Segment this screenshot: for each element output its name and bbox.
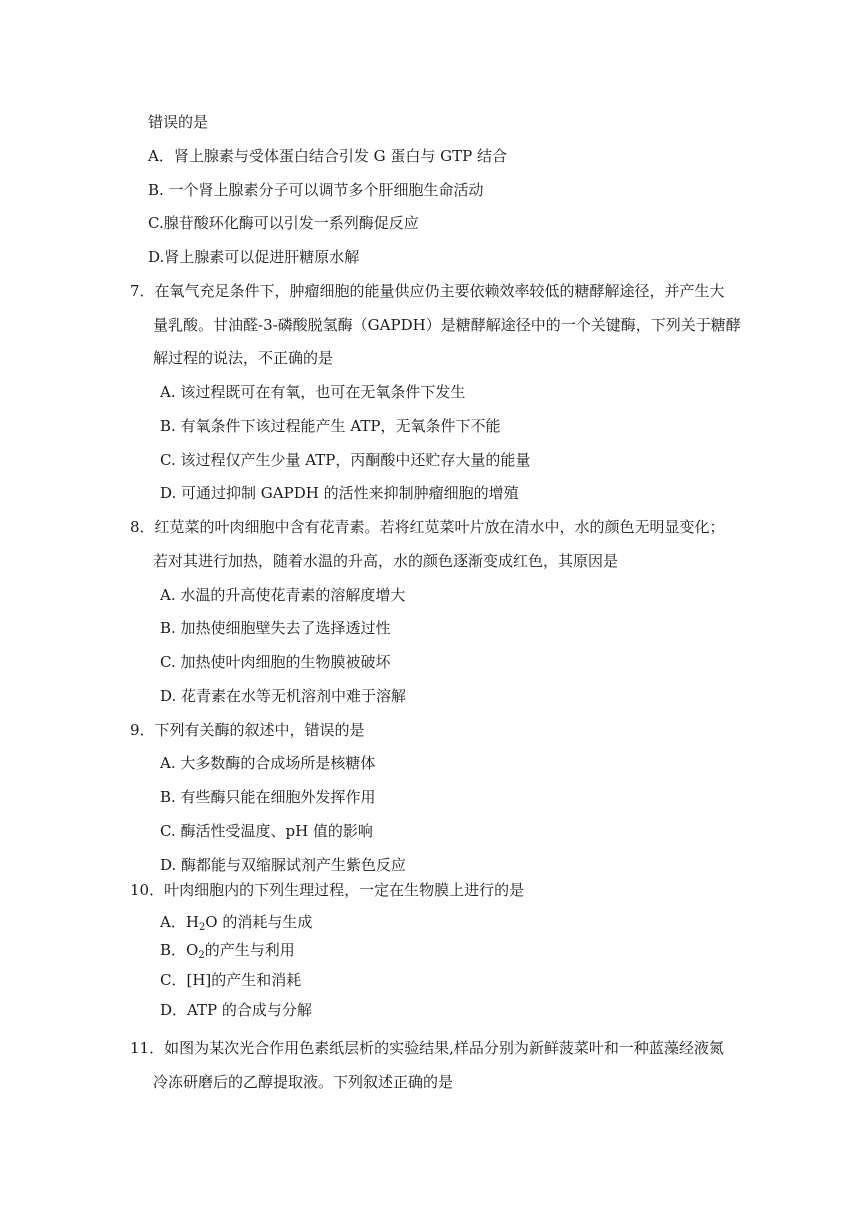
q9-option-b: B. 有些酶只能在细胞外发挥作用 — [160, 788, 376, 806]
q7-stem-line-1: 7．在氧气充足条件下，肿瘤细胞的能量供应仍主要依赖效率较低的糖酵解途径，并产生大 — [130, 282, 725, 300]
q7-option-a: A. 该过程既可在有氧，也可在无氧条件下发生 — [160, 383, 466, 401]
q8-stem-line-2: 若对其进行加热，随着水温的升高，水的颜色逐渐变成红色，其原因是 — [153, 552, 619, 570]
q7-stem-line-3: 解过程的说法，不正确的是 — [153, 349, 334, 367]
q7-option-c: C. 该过程仅产生少量 ATP，丙酮酸中还贮存大量的能量 — [160, 451, 531, 469]
q6-option-a: A．肾上腺素与受体蛋白结合引发 G 蛋白与 GTP 结合 — [148, 147, 507, 165]
q8-option-b: B. 加热使细胞壁失去了选择透过性 — [160, 619, 391, 637]
q10-option-b-suffix: 的产生与利用 — [204, 941, 295, 959]
q11-stem-line-1: 11．如图为某次光合作用色素纸层析的实验结果,样品分别为新鲜菠菜叶和一种蓝藻经液氮 — [130, 1039, 724, 1057]
q8-option-d: D. 花青素在水等无机溶剂中难于溶解 — [160, 687, 407, 705]
q10-option-b-prefix: B．O — [160, 941, 199, 959]
q10-option-b — [160, 940, 295, 960]
q6-stem-tail: 错误的是 — [148, 113, 209, 131]
q11-stem-line-2: 冷冻研磨后的乙醇提取液。下列叙述正确的是 — [153, 1073, 454, 1091]
q9-stem: 9．下列有关酶的叙述中，错误的是 — [130, 721, 365, 739]
q10-option-a-suffix: O 的消耗与生成 — [205, 913, 313, 931]
q6-option-b: B. 一个肾上腺素分子可以调节多个肝细胞生命活动 — [148, 181, 484, 199]
q10-option-a-subscript: 2 — [198, 922, 206, 933]
q8-option-c: C. 加热使叶肉细胞的生物膜被破坏 — [160, 653, 391, 671]
q9-option-c: C. 酶活性受温度、pH 值的影响 — [160, 822, 373, 840]
q10-option-a — [160, 912, 312, 932]
q7-option-d: D. 可通过抑制 GAPDH 的活性来抑制肿瘤细胞的增殖 — [160, 484, 519, 502]
q10-option-a-prefix: A．H — [160, 913, 199, 931]
q8-stem-line-1: 8．红苋菜的叶肉细胞中含有花青素。若将红苋菜叶片放在清水中，水的颜色无明显变化； — [130, 518, 725, 536]
q10-option-d: D．ATP 的合成与分解 — [160, 1001, 312, 1019]
q7-option-b: B. 有氧条件下该过程能产生 ATP，无氧条件下不能 — [160, 417, 501, 435]
q9-option-a: A. 大多数酶的合成场所是核糖体 — [160, 754, 376, 772]
q6-option-c: C.腺苷酸环化酶可以引发一系列酶促反应 — [148, 214, 419, 232]
q6-option-d: D.肾上腺素可以促进肝糖原水解 — [148, 248, 360, 266]
q7-stem-line-2: 量乳酸。甘油醛-3-磷酸脱氢酶（GAPDH）是糖酵解途径中的一个关键酶，下列关于糖酵 — [153, 316, 741, 334]
q8-option-a: A. 水温的升高使花青素的溶解度增大 — [160, 586, 406, 604]
q10-option-b-subscript: 2 — [198, 950, 205, 961]
q9-option-d: D. 酶都能与双缩脲试剂产生紫色反应 — [160, 856, 407, 874]
q10-option-c: C．[H]的产生和消耗 — [160, 971, 302, 989]
q10-stem: 10．叶肉细胞内的下列生理过程，一定在生物膜上进行的是 — [130, 881, 525, 899]
